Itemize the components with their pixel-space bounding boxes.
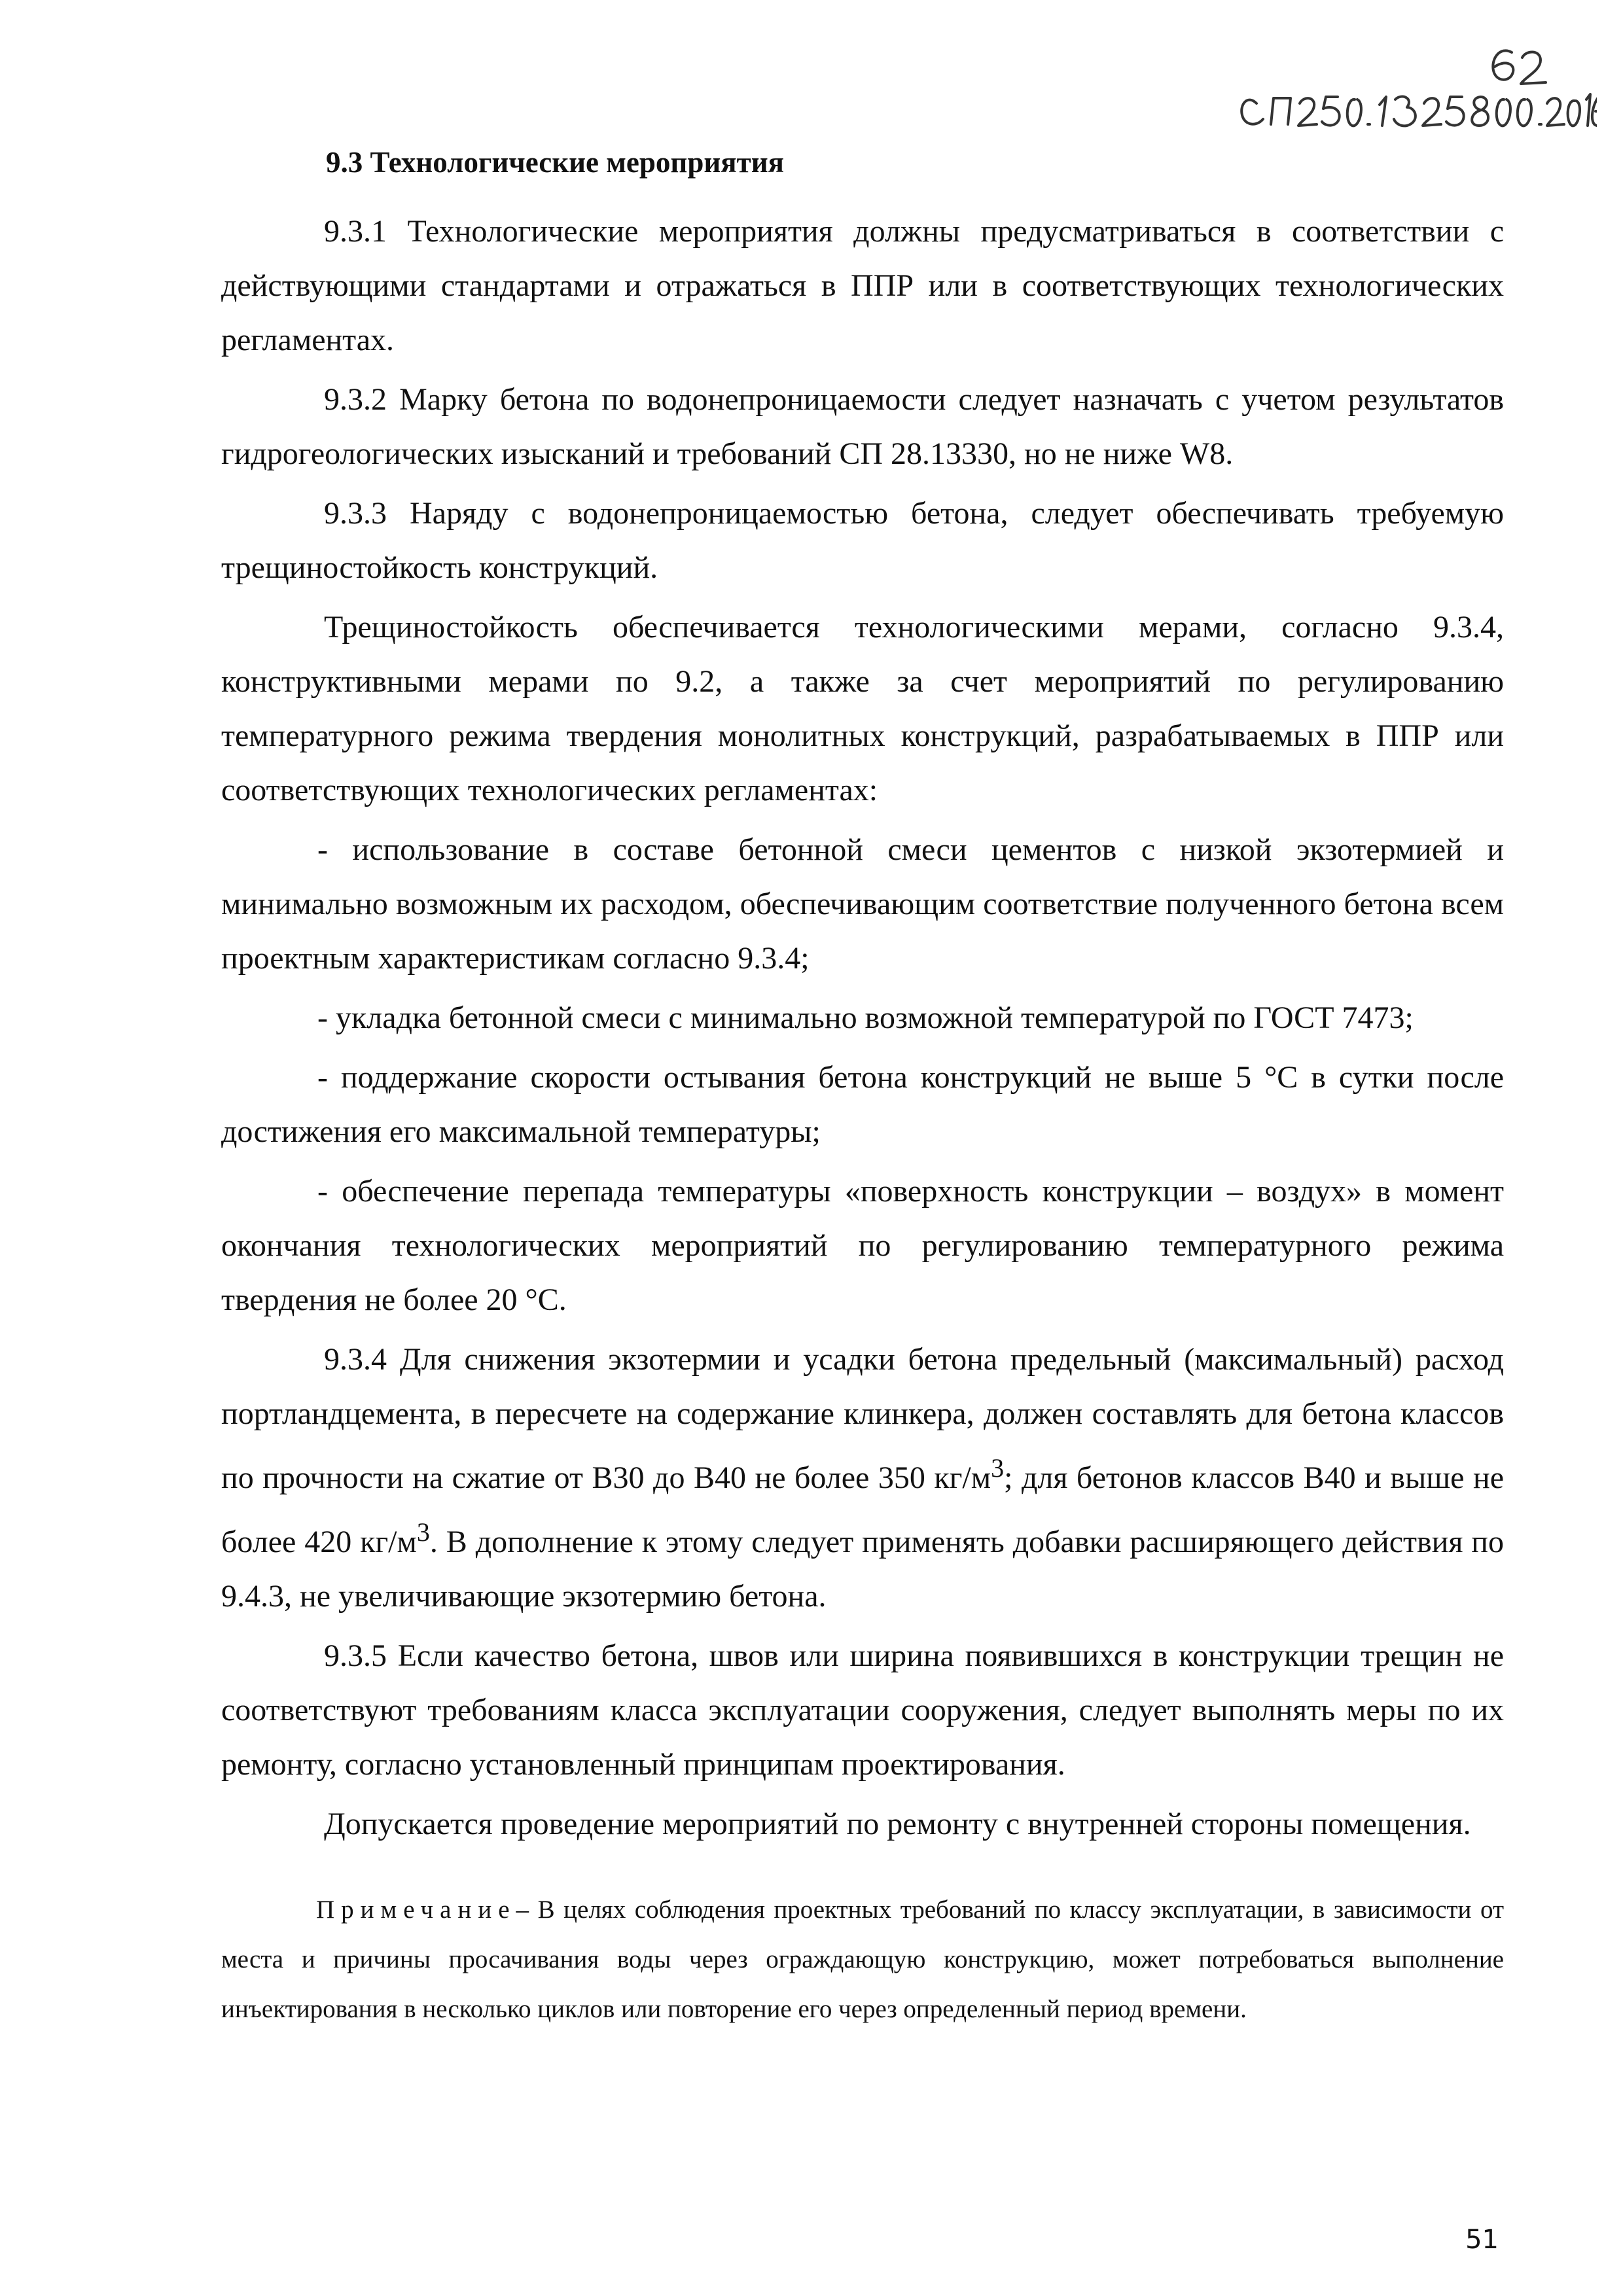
paragraph-9-3-4	[221, 1332, 1504, 1623]
page-number: 51	[1465, 2225, 1499, 2255]
list-item: - обеспечение перепада температуры «поверхность конструкции – воздух» в момент окончания технологических мероприятий по регулированию температурного режима твердения не более 20 °С.	[221, 1174, 1504, 1317]
list-item: - использование в составе бетонной смеси цементов с низкой экзотермией и минимально возможным их расходом, обеспечивающим соответствие полученного бетона всем проектным характеристикам согласно 9.3.4;	[221, 832, 1504, 976]
paragraph-9-3-4-part2: ; для бетонов классов В40 и выше не более 420 кг/м	[221, 1460, 1504, 1559]
document-body	[221, 128, 1504, 2060]
superscript: 3	[991, 1453, 1005, 1483]
note-text: – В целях соблюдения проектных требований по классу эксплуатации, в зависимости от места и причины просачивания воды через ограждающую конструкцию, может потребоваться выполнение инъектирования в несколько циклов или повторение его через определенный период времени.	[221, 1896, 1504, 2023]
paragraph-9-3-4-part1: 9.3.4 Для снижения экзотермии и усадки бетона предельный (максимальный) расход портландцемента, в пересчете на содержание клинкера, должен составлять для бетона классов по прочности на сжатие от В30 до В40 не более 350 кг/м	[221, 1342, 1504, 1495]
section-heading: 9.3 Технологические мероприятия	[326, 146, 785, 179]
handwritten-annotation	[1230, 26, 1597, 137]
paragraph-9-3-1: 9.3.1 Технологические мероприятия должны предусматриваться в соответствии с действующими стандартами и отражаться в ППР или в соответствующих технологических регламентах.	[221, 214, 1504, 357]
note	[221, 1885, 1504, 2034]
list-item: - поддержание скорости остывания бетона конструкций не выше 5 °С в сутки после достижения его максимальной температуры;	[221, 1060, 1504, 1149]
note-label: Примечание	[316, 1896, 516, 1924]
paragraph-9-3-5: 9.3.5 Если качество бетона, швов или ширина появившихся в конструкции трещин не соответствуют требованиям класса эксплуатации сооружения, следует выполнять меры по их ремонту, согласно установленный принципам проектирования.	[221, 1638, 1504, 1782]
list-item: - укладка бетонной смеси с минимально возможной температурой по ГОСТ 7473;	[317, 1000, 1414, 1035]
paragraph-repair: Допускается проведение мероприятий по ремонту с внутренней стороны помещения.	[324, 1807, 1471, 1841]
paragraph-9-3-2: 9.3.2 Марку бетона по водонепроницаемости следует назначать с учетом результатов гидрогеологических изысканий и требований СП 28.13330, но не ниже W8.	[221, 382, 1504, 471]
paragraph-crack-resistance: Трещиностойкость обеспечивается технологическими мерами, согласно 9.3.4, конструктивными мерами по 9.2, а также за счет мероприятий по регулированию температурного режима твердения монолитных конструкций, разрабатываемых в ППР или соответствующих технологических регламентах:	[221, 610, 1504, 807]
superscript: 3	[416, 1517, 430, 1547]
paragraph-9-3-4-part3: . В дополнение к этому следует применять добавки расширяющего действия по 9.4.3, не увеличивающие экзотермию бетона.	[221, 1525, 1504, 1614]
paragraph-9-3-3: 9.3.3 Наряду с водонепроницаемостью бетона, следует обеспечивать требуемую трещиностойкость конструкций.	[221, 496, 1504, 585]
